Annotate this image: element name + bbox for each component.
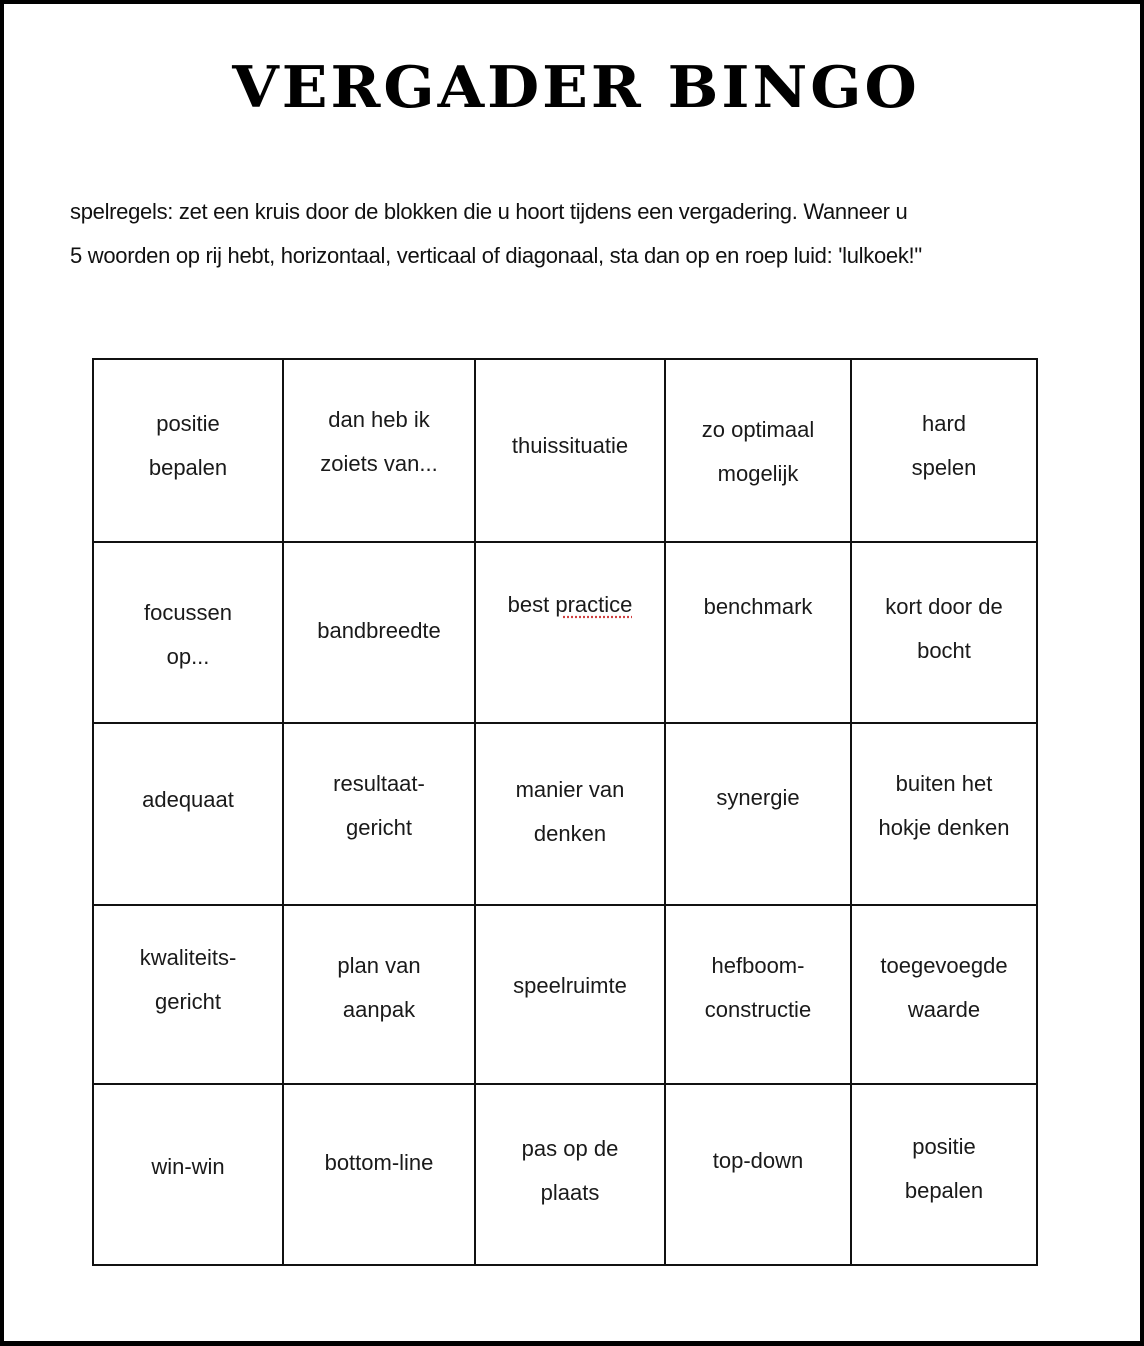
bingo-cell-text xyxy=(852,360,1036,490)
bingo-cell-line: adequaat xyxy=(142,787,234,812)
bingo-cell-line: bottom-line xyxy=(324,1150,434,1175)
bingo-row xyxy=(93,542,1037,723)
game-rules xyxy=(70,190,1110,278)
bingo-cell[interactable] xyxy=(475,723,665,905)
bingo-cell-line: pas op de xyxy=(521,1136,619,1161)
bingo-cell[interactable] xyxy=(283,723,475,905)
rules-line-2: 5 woorden op rij hebt, horizontaal, verticaal of diagonaal, sta dan op en roep luid: 'lulkoek!" xyxy=(70,243,922,268)
bingo-cell-text xyxy=(284,1085,474,1185)
bingo-cell-text xyxy=(476,1085,664,1215)
bingo-cell[interactable] xyxy=(851,542,1037,723)
bingo-cell-line: gericht xyxy=(154,989,222,1014)
bingo-cell-line: waarde xyxy=(907,997,981,1022)
bingo-cell[interactable] xyxy=(283,542,475,723)
bingo-cell[interactable] xyxy=(665,905,851,1084)
bingo-cell-line: positie xyxy=(912,1134,976,1159)
bingo-cell-line: kwaliteits- xyxy=(139,945,237,970)
bingo-cell-text xyxy=(94,1085,282,1189)
bingo-cell-text xyxy=(476,360,664,468)
bingo-cell-text xyxy=(852,1085,1036,1213)
bingo-cell[interactable] xyxy=(665,359,851,542)
bingo-cell[interactable] xyxy=(851,905,1037,1084)
bingo-cell-line: zoiets van... xyxy=(320,451,438,476)
bingo-cell[interactable] xyxy=(851,359,1037,542)
bingo-cell-line: bepalen xyxy=(148,455,228,480)
bingo-cell-line: benchmark xyxy=(703,594,813,619)
bingo-cell[interactable] xyxy=(93,542,283,723)
bingo-cell-line: denken xyxy=(533,821,607,846)
bingo-cell-line: positie xyxy=(156,411,220,436)
bingo-cell[interactable] xyxy=(93,723,283,905)
bingo-cell[interactable] xyxy=(665,1084,851,1265)
bingo-cell-line: thuissituatie xyxy=(511,433,629,458)
bingo-cell-line: toegevoegde xyxy=(880,953,1008,978)
rules-line-1: spelregels: zet een kruis door de blokken die u hoort tijdens een vergadering. Wanneer u xyxy=(70,199,908,224)
bingo-cell-text xyxy=(284,543,474,653)
bingo-cell-line: dan heb ik xyxy=(328,407,430,432)
bingo-cell-text xyxy=(666,543,850,629)
bingo-cell-text xyxy=(852,724,1036,850)
bingo-cell[interactable] xyxy=(665,723,851,905)
bingo-cell-text xyxy=(476,906,664,1008)
bingo-cell-text xyxy=(476,724,664,856)
bingo-cell[interactable] xyxy=(851,723,1037,905)
bingo-cell[interactable] xyxy=(851,1084,1037,1265)
bingo-cell-text xyxy=(852,906,1036,1032)
bingo-cell-line: aanpak xyxy=(342,997,416,1022)
bingo-cell-line: hefboom- xyxy=(711,953,805,978)
bingo-cell[interactable] xyxy=(475,359,665,542)
bingo-cell-line: synergie xyxy=(716,785,800,810)
bingo-grid xyxy=(92,358,1038,1266)
bingo-cell-line: bepalen xyxy=(904,1178,984,1203)
bingo-cell-line: best practice xyxy=(507,592,633,617)
bingo-cell-line: buiten het xyxy=(895,771,993,796)
bingo-cell-line: manier van xyxy=(515,777,625,802)
bingo-cell-text xyxy=(94,906,282,1024)
bingo-cell[interactable] xyxy=(283,359,475,542)
bingo-cell-text xyxy=(852,543,1036,673)
bingo-row xyxy=(93,905,1037,1084)
bingo-cell[interactable] xyxy=(475,1084,665,1265)
bingo-cell-text xyxy=(94,724,282,822)
bingo-cell-line: zo optimaal xyxy=(701,417,815,442)
spellcheck-underline: practice xyxy=(555,592,633,617)
bingo-cell-text xyxy=(284,906,474,1032)
bingo-cell-line: spelen xyxy=(911,455,977,480)
bingo-cell-line: gericht xyxy=(345,815,413,840)
bingo-cell-line: bandbreedte xyxy=(317,618,441,643)
bingo-cell-line: speelruimte xyxy=(513,973,627,998)
bingo-row xyxy=(93,723,1037,905)
bingo-cell-text xyxy=(284,360,474,486)
bingo-row xyxy=(93,359,1037,542)
bingo-cell-line: constructie xyxy=(704,997,812,1022)
bingo-cell-line: kort door de xyxy=(885,594,1003,619)
bingo-cell-line: plaats xyxy=(540,1180,600,1205)
bingo-row xyxy=(93,1084,1037,1265)
bingo-cell-line: plan van xyxy=(337,953,421,978)
bingo-cell-line: win-win xyxy=(151,1154,225,1179)
bingo-cell-text xyxy=(666,360,850,496)
bingo-cell[interactable] xyxy=(93,359,283,542)
bingo-cell-text xyxy=(476,543,664,627)
bingo-cell-line: resultaat- xyxy=(333,771,425,796)
page-title: VERGADER BINGO xyxy=(232,54,920,122)
bingo-cell[interactable] xyxy=(475,905,665,1084)
bingo-cell-text xyxy=(94,543,282,679)
bingo-cell-text xyxy=(666,724,850,820)
bingo-cell-text xyxy=(284,724,474,850)
bingo-cell[interactable] xyxy=(283,905,475,1084)
bingo-cell-line: bocht xyxy=(917,638,971,663)
bingo-cell-line: op... xyxy=(166,644,210,669)
bingo-cell[interactable] xyxy=(665,542,851,723)
bingo-cell-line: focussen xyxy=(143,600,233,625)
bingo-cell-text xyxy=(94,360,282,490)
bingo-cell-line: hokje denken xyxy=(878,815,1010,840)
bingo-cell-line: mogelijk xyxy=(717,461,799,486)
bingo-cell-line: hard xyxy=(921,411,967,436)
bingo-cell[interactable] xyxy=(475,542,665,723)
bingo-cell[interactable] xyxy=(93,1084,283,1265)
bingo-cell-line: top-down xyxy=(712,1148,804,1173)
bingo-cell[interactable] xyxy=(283,1084,475,1265)
bingo-cell-text xyxy=(666,906,850,1032)
bingo-cell[interactable] xyxy=(93,905,283,1084)
bingo-cell-text xyxy=(666,1085,850,1183)
